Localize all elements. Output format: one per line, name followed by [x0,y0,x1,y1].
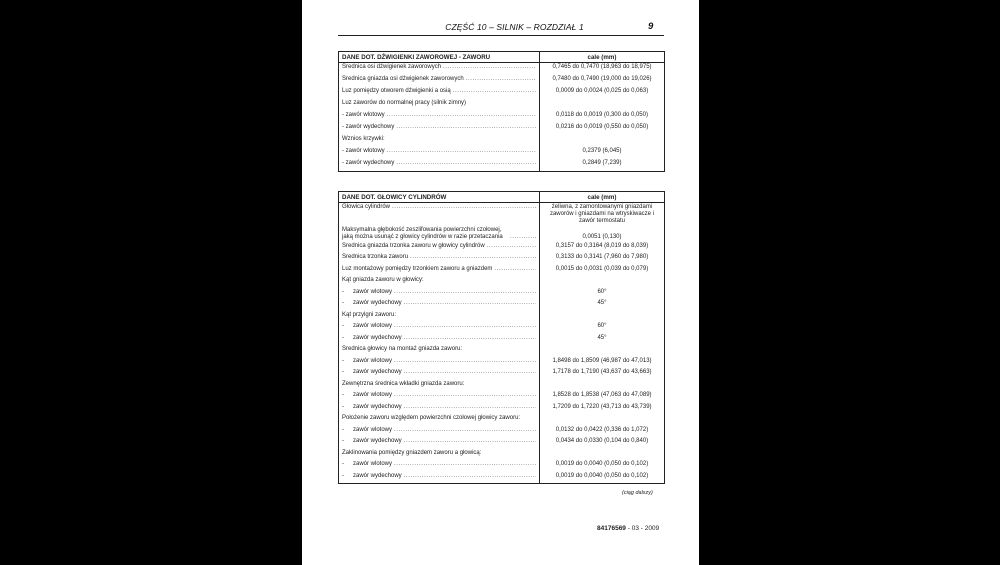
row-value [540,99,665,111]
row-value: 0,0019 do 0,0040 (0,050 do 0,102) [540,460,665,472]
cylinder-head-data-table [338,191,665,484]
row-label-cell [339,391,540,403]
dot-leader [404,404,536,411]
row-label: - zawór wlotowy [342,148,385,155]
row-label: zawór wlotowy [353,392,393,399]
row-label: - zawór wydechowy [342,124,395,131]
dot-leader [404,300,536,307]
row-label-cell [339,276,540,288]
list-dash: - [342,426,344,433]
row-value [540,414,665,426]
row-label: Średnica gniazda osi dźwigienek zaworowych [342,76,464,83]
row-label-cell [339,437,540,449]
row-label: zawór wlotowy [353,426,393,433]
dot-leader [387,112,536,119]
table-row [339,253,665,265]
table-row [339,449,665,461]
row-value: 0,0009 do 0,0024 (0,025 do 0,063) [540,87,665,99]
dot-leader [466,76,536,83]
table-row [339,311,665,323]
page-header-title: CZĘŚĆ 10 – SILNIK – ROZDZIAŁ 1 [445,22,584,32]
dot-leader [394,392,536,399]
table-row [339,159,665,172]
list-dash: - [342,472,344,479]
row-value: 1,8498 do 1,8509 (46,987 do 47,013) [540,357,665,369]
table-row [339,203,665,226]
row-value [540,135,665,147]
row-label-cell [339,135,540,147]
row-label-cell [339,368,540,380]
row-label: zawór wlotowy [353,323,393,330]
row-label: Kąt przylgni zaworu: [342,311,397,318]
dot-leader [494,266,536,273]
dot-leader [404,335,536,342]
row-value: 1,8528 do 1,8538 (47,063 do 47,089) [540,391,665,403]
continued-note: (ciąg dalszy) [622,490,653,496]
row-value: 0,3157 do 0,3164 (8,019 do 8,039) [540,242,665,254]
table-row [339,99,665,111]
table-row [339,322,665,334]
table-row [339,380,665,392]
footer-doc-number: 84176569 [597,525,626,532]
row-label-cell [339,288,540,300]
dot-leader [487,243,536,250]
row-label-cell [339,253,540,265]
row-value [540,311,665,323]
row-label: Zewnętrzna średnica wkładki gniazda zaworu: [342,380,465,387]
row-label-cell [339,87,540,99]
row-label-cell [339,460,540,472]
row-value: 60° [540,322,665,334]
table-row [339,123,665,135]
row-value [540,449,665,461]
dot-leader [394,323,536,330]
row-value: 0,0019 do 0,0040 (0,050 do 0,102) [540,472,665,484]
dot-leader [394,461,536,468]
row-label-cell [339,147,540,159]
list-dash: - [342,438,344,445]
row-label: zawór wydechowy [353,334,402,341]
row-label: zawór wydechowy [353,300,402,307]
table-row [339,460,665,472]
table-row [339,63,665,76]
row-value [540,345,665,357]
list-dash: - [342,334,344,341]
table-row [339,357,665,369]
row-value: 0,2849 (7,239) [540,159,665,172]
row-value: 0,7480 do 0,7490 (19,000 do 19,026) [540,75,665,87]
row-label: Położenie zaworu względem powierzchni czołowej głowicy zaworu: [342,415,521,422]
table-row [339,147,665,159]
dot-leader [394,358,536,365]
row-label: Średnica osi dźwigienek zaworowych [342,64,442,71]
document-page [302,0,699,565]
dot-leader [404,369,536,376]
table-row [339,135,665,147]
row-value: 0,0015 do 0,0031 (0,039 do 0,079) [540,265,665,277]
row-label: Luz montażowy pomiędzy trzonkiem zaworu a gniazdem [342,265,493,272]
table-row [339,276,665,288]
row-value [540,276,665,288]
dot-leader [396,124,536,131]
table-row [339,472,665,484]
table-row [339,426,665,438]
row-value [540,380,665,392]
row-label: Średnica gniazda trzonka zaworu w głowicy cylindrów [342,242,485,249]
list-dash: - [342,357,344,364]
row-label-cell [339,357,540,369]
table-row [339,288,665,300]
row-value: 60° [540,288,665,300]
row-label: zawór wlotowy [353,288,393,295]
dot-leader [510,234,536,241]
row-label-cell [339,159,540,172]
row-value: 0,2379 (6,045) [540,147,665,159]
table2-title: DANE DOT. GŁOWICY CYLINDRÓW [339,192,540,203]
row-label: Zaklinowania pomiędzy gniazdem zaworu a głowicą: [342,449,482,456]
row-label: Luz zaworów do normalnej pracy (silnik zimny) [342,100,467,107]
row-label-cell [339,311,540,323]
dot-leader [394,427,536,434]
table1-unit-header: cale (mm) [540,52,665,63]
row-label-cell [339,63,540,76]
dot-leader [394,289,536,296]
table-row [339,368,665,380]
row-value: 1,7209 do 1,7220 (43,713 do 43,739) [540,403,665,415]
page-footer [597,525,659,532]
row-label: zawór wlotowy [353,461,393,468]
row-label: zawór wydechowy [353,472,402,479]
row-value: 0,0051 (0,130) [540,226,665,242]
dot-leader [392,204,536,211]
list-dash: - [342,392,344,399]
list-dash: - [342,461,344,468]
table-row [339,391,665,403]
table-row [339,75,665,87]
row-label-cell [339,99,540,111]
dot-leader [387,148,536,155]
table-row [339,299,665,311]
row-label-cell [339,472,540,484]
row-label: zawór wydechowy [353,403,402,410]
row-label-cell [339,299,540,311]
table1-title: DANE DOT. DŹWIGIENKI ZAWOROWEJ - ZAWORU [339,52,540,63]
row-label-cell [339,242,540,254]
row-label: zawór wydechowy [353,438,402,445]
row-value: 0,0434 do 0,0330 (0,104 do 0,840) [540,437,665,449]
row-label: Kąt gniazda zaworu w głowicy: [342,277,424,284]
table-row [339,414,665,426]
table-row [339,334,665,346]
row-label-cell [339,123,540,135]
list-dash: - [342,300,344,307]
row-label: Średnica trzonka zaworu [342,254,409,261]
table-row [339,265,665,277]
row-label: - zawór wlotowy [342,112,385,119]
row-label: Maksymalna głębokość zeszlifowania powierzchni czołowej, jaką można usunąć z głowicy cylindrów w razie przetaczania [342,226,503,240]
row-label: Luz pomiędzy otworem dźwigienki a osią [342,88,451,95]
table-row [339,226,665,242]
row-label-cell [339,403,540,415]
row-label: - zawór wydechowy [342,160,395,167]
row-label: zawór wydechowy [353,369,402,376]
row-value: 1,7178 do 1,7190 (43,637 do 43,663) [540,368,665,380]
row-value: 0,0132 do 0,0422 (0,336 do 1,072) [540,426,665,438]
table-row [339,111,665,123]
table-row [339,87,665,99]
dot-leader [453,88,536,95]
row-value: 45° [540,334,665,346]
row-label-cell [339,345,540,357]
row-label-cell [339,380,540,392]
dot-leader [410,254,536,261]
row-label: Głowica cylindrów [342,204,391,211]
row-label-cell [339,414,540,426]
header-rule [338,35,664,36]
table-row [339,345,665,357]
row-label-cell [339,265,540,277]
table-row [339,437,665,449]
dot-leader [443,64,536,71]
table-row [339,403,665,415]
row-label: Średnica głowicy na montaż gniazda zaworu: [342,346,463,353]
footer-date: - 03 - 2009 [625,525,660,532]
table2-unit-header: cale (mm) [540,192,665,203]
row-label-cell [339,111,540,123]
row-label-cell [339,334,540,346]
rocker-valve-data-table [338,51,665,172]
table1-body [339,63,665,172]
row-value: 0,0118 do 0,0019 (0,300 do 0,050) [540,111,665,123]
list-dash: - [342,323,344,330]
row-value: 0,7465 do 0,7470 (18,963 do 18,975) [540,63,665,76]
row-label: Wznios krzywki: [342,136,385,143]
row-value: 0,3133 do 0,3141 (7,960 do 7,980) [540,253,665,265]
table2-body [339,203,665,484]
row-label-cell [339,75,540,87]
row-label-cell [339,203,540,226]
dot-leader [404,473,536,480]
row-label-cell [339,449,540,461]
page-number: 9 [648,21,654,32]
dot-leader [396,160,536,167]
table-row [339,242,665,254]
row-label-cell [339,322,540,334]
dot-leader [404,438,536,445]
row-label-cell [339,426,540,438]
list-dash: - [342,369,344,376]
row-value: żeliwna, z zamontowanymi gniazdami zaworów i gniazdami na wtryskiwacze i zawór termostatu [540,203,665,226]
row-value: 45° [540,299,665,311]
row-label-cell [339,226,540,242]
row-label: zawór wlotowy [353,357,393,364]
list-dash: - [342,403,344,410]
row-value: 0,0216 do 0,0019 (0,550 do 0,050) [540,123,665,135]
list-dash: - [342,288,344,295]
